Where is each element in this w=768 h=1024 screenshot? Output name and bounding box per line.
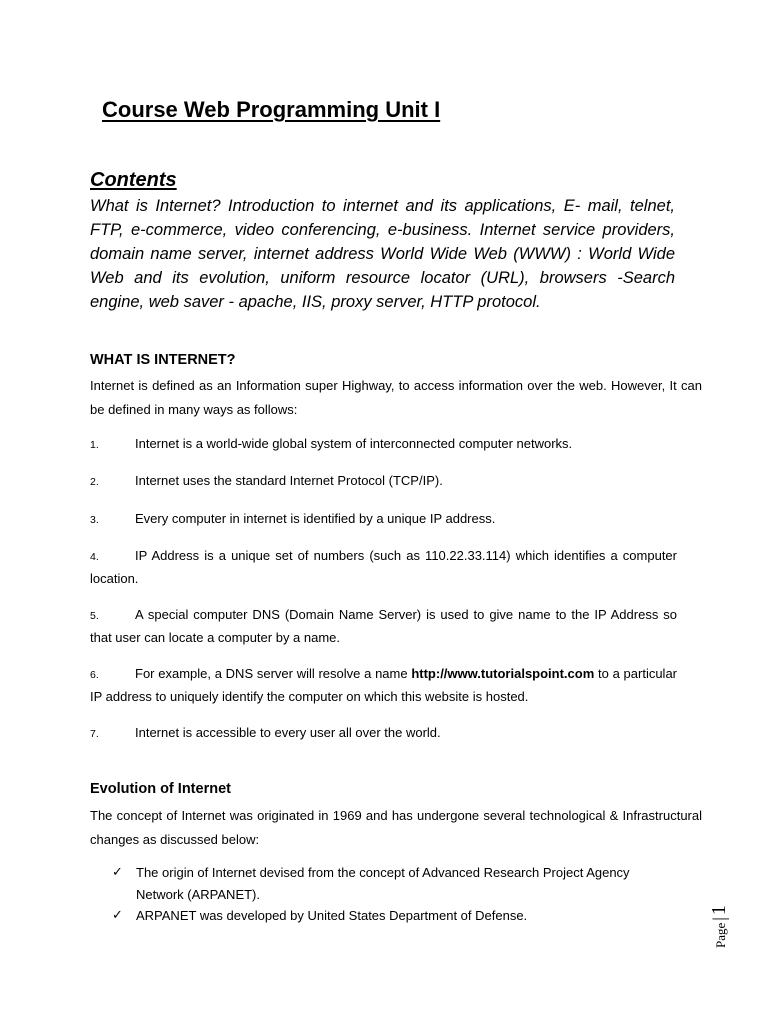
item-number: 2. — [90, 476, 99, 488]
item-text: A special computer DNS (Domain Name Server) is used to give name to the IP Address so that user can locate a computer by a name. — [90, 607, 677, 645]
item-text: Internet is accessible to every user all over the world. — [135, 725, 441, 740]
item-number: 3. — [90, 514, 99, 526]
contents-body: What is Internet? Introduction to internet and its applications, E- mail, telnet, FTP, e-commerce, video conferencing, e-business. Internet service providers, domain name server, internet address World Wide Web (WWW) : World Wide Web and its evolution, uniform resource locator (URL), browsers -Search engine, web saver - apache, IIS, proxy server, HTTP protocol. — [90, 197, 675, 311]
numbered-item-4 — [90, 545, 677, 590]
bullet-text: ARPANET was developed by United States Department of Defense. — [136, 908, 528, 923]
item-text-after-link: to a particular IP address to uniquely identify the computer on which this website is hosted. — [90, 666, 678, 704]
item-text-before-link: For example, a DNS server will resolve a name — [135, 666, 412, 681]
evolution-heading: Evolution of Internet — [90, 781, 231, 797]
page-label: Page — [713, 922, 728, 948]
page-separator: | — [709, 917, 729, 921]
bullet-text: The origin of Internet devised from the concept of Advanced Research Project Agency Network (ARPANET). — [136, 865, 630, 902]
contents-heading: Contents — [90, 169, 177, 191]
what-is-internet-intro: Internet is defined as an Information super Highway, to access information over the web. However, It can be defined in many ways as follows: — [90, 378, 702, 417]
item-number: 4. — [90, 551, 99, 563]
item-number: 7. — [90, 728, 99, 740]
numbered-item-6 — [90, 663, 677, 708]
numbered-item-7 — [90, 722, 677, 745]
numbered-item-2 — [90, 470, 677, 493]
evolution-intro: The concept of Internet was originated in 1969 and has undergone several technological & Infrastructural changes as discussed below: — [90, 808, 702, 847]
item-number: 5. — [90, 610, 99, 622]
tutorialspoint-link[interactable]: http://www.tutorialspoint.com — [411, 666, 595, 681]
numbered-item-3 — [90, 508, 677, 531]
bullet-item-1 — [112, 862, 677, 906]
item-text: Internet uses the standard Internet Protocol (TCP/IP). — [135, 473, 443, 488]
course-title: Course Web Programming Unit I — [102, 97, 441, 122]
what-is-internet-heading: WHAT IS INTERNET? — [90, 352, 236, 368]
item-number: 1. — [90, 439, 99, 451]
page-number: 1 — [708, 905, 730, 916]
checkmark-icon: ✓ — [112, 908, 123, 923]
checkmark-icon: ✓ — [112, 865, 123, 880]
numbered-item-5 — [90, 604, 677, 649]
page-footer — [708, 888, 748, 948]
item-text: Every computer in internet is identified by a unique IP address. — [135, 511, 496, 526]
item-text: Internet is a world-wide global system of interconnected computer networks. — [135, 436, 573, 451]
numbered-item-1 — [90, 433, 677, 456]
bullet-item-2 — [112, 905, 677, 927]
item-number: 6. — [90, 669, 99, 681]
item-text: IP Address is a unique set of numbers (such as 110.22.33.114) which identifies a computer location. — [90, 548, 677, 586]
